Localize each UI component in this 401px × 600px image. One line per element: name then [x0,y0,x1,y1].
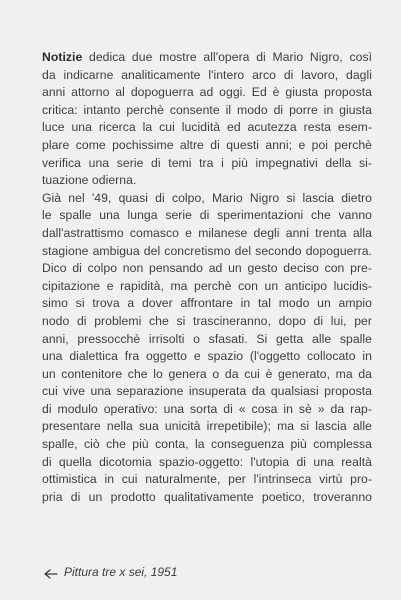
text-line: spalle, ciò che più conta, la conseguenza più complessa [42,437,372,452]
text-line: di modulo operativo: una sorta di « cosa in sè » da rap- [42,401,372,416]
caption-text: Pittura tre x sei, 1951 [64,565,178,579]
text-line: cipitazione e rapidità, ma perchè con un anticipo lucidis- [42,278,372,293]
text-line: anni, pressocchè irrisolti o sfasati. Si getta alle spalle [42,331,372,346]
line-text: dedica due mostre all'opera di Mario Nigro, così [82,50,372,64]
text-line: di quella dicotomia spazio-oggetto: l'utopia di una realtà [42,454,372,469]
article-text [42,49,372,506]
text-line: nodo di problemi che si trascineranno, dopo di lui, per [42,313,372,328]
text-line: ottimistica in cui naturalmente, per l'intrinseca virtù pro- [42,472,372,487]
text-line: presentare nella sua unicità irrepetibile); ma si lascia alle [42,419,372,434]
text-line: Dico di colpo non pensando ad un gesto deciso con pre- [42,261,372,276]
text-line: pria di un prodotto qualitativamente poetico, troveranno [42,489,372,504]
text-line [42,49,372,67]
text-line: Già nel '49, quasi di colpo, Mario Nigro si lascia dietro [42,190,372,205]
figure-caption [44,564,177,580]
arrow-left-icon [44,567,58,577]
text-line: plare come pochissime altre di questi anni; e poi perchè [42,137,372,152]
text-line: stagione ambigua del concretismo del secondo dopoguerra. [42,243,372,258]
text-line: dall'astrattismo comasco e milanese degli anni trenta alla [42,225,372,240]
lead-word: Notizie [42,50,83,64]
text-line: da indicarne analiticamente l'intero arco di lavoro, dagli [42,67,372,82]
text-line: critica: intanto perchè consente il modo di porre in giusta [42,102,372,117]
text-line: cui vive una separazione insuperata da qualsiasi proposta [42,384,372,399]
text-line: tuazione odierna. [42,173,137,188]
text-line: simo si trova a dover affrontare in tal modo un ampio [42,296,372,311]
text-line: le spalle una lunga serie di sperimentazioni che vanno [42,208,372,223]
text-line: anni attorno al dopoguerra ad oggi. Ed è giusta proposta [42,85,372,100]
text-line: luce una ricerca la cui lucidità ed acutezza resta esem- [42,120,372,135]
text-line: una dialettica fra oggetto e spazio (l'oggetto collocato in [42,349,372,364]
text-line: un contenitore che lo genera o da cui è generato, ma da [42,366,372,381]
text-line: verifica una serie di temi tra i più impegnativi della si- [42,155,372,170]
